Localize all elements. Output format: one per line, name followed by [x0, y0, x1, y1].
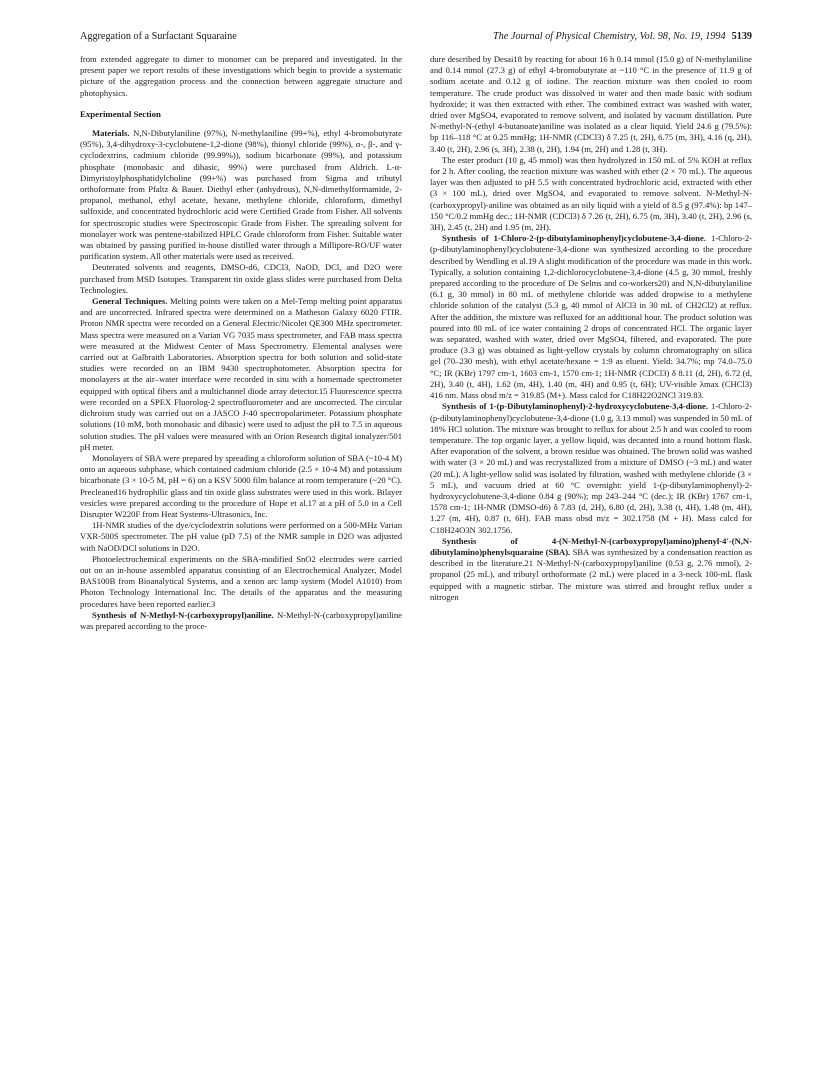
synthesis-1-paragraph — [80, 610, 402, 632]
general-techniques-heading: General Techniques. — [92, 296, 168, 307]
synthesis-3-heading: Synthesis of 1-(p-Dibutylaminophenyl)-2-hydroxycyclobutene-3,4-dione. — [442, 401, 708, 412]
synthesis-1-text: N-Methyl-N-(carboxypropyl)aniline was prepared according to the proce- — [80, 609, 402, 631]
synthesis-1-heading: Synthesis of N-Methyl-N-(carboxypropyl)aniline. — [92, 609, 274, 620]
general-techniques-text: Melting points were taken on a Mel-Temp melting point apparatus and are uncorrected. Infrared spectra were determined on a Matheson Galaxy 6020 FTIR. Proton NMR spectra were recorded on a General Electric/Nicolet QE300 MHz spectrometer. Mass spectra were measured on a Varian VG 7035 mass spectrometer, and FAB mass spectra were measured at the Midwest Center of Mass Spectrometry. Elemental analyses were carried out at Galbraith Laboratories. Absorption spectra for both solution and solid-state studies were recorded on an IBM 9430 spectrophotometer. Absorption spectra for monolayers at the air–water interface were recorded in situ with a homemade spectrometer equipped with optical fibers and a multichannel diode array detector.15 Fluorescence spectra were recorded on a SPEX Fluorolog-2 spectrofluorometer and are uncorrected. The circular dichroism study was carried out on a JASCO J-40 spectropolarimeter. Potassium phosphate solutions (10 mM, both monobasic and dibasic) were used to adjust the pH to 7.5 in aqueous solution studies. The pH values were measured with an Orion Research digital ionalyzer/501 pH meter. — [80, 296, 402, 452]
monolayers-paragraph: Monolayers of SBA were prepared by spreading a chloroform solution of SBA (~10-4 M) onto an aqueous subphase, which contained cadmium chloride (2.5 × 10-4 M) and potassium bicarbonate (3 × 10-5 M, pH = 6) on a KSV 5000 film balance at room temperature (~20 °C). Precleaned16 hydrophilic glass and tin oxide glass substrates were used in this work. Bilayer vesicles were prepared according to the procedure of Hope et al.17 at a pH of 5.0 in a Cell Disrupter W220F from Heat Systems-Ultrasonics, Inc. — [80, 452, 402, 519]
materials-text: N,N-Dibutylaniline (97%), N-methylaniline (99+%), ethyl 4-bromobutyrate (95%), 3,4-dihydroxy-3-cyclobutene-1,2-dione (98%), thionyl chloride (99%), α-, β-, and γ-cyclodextrins, cadmium chloride (99.99%)), sodium bicarbonate (99%), and potassium phosphate (monobasic and dibasic, 99%) were purchased from Aldrich. L-α-Dimyristoylphosphatidylcholine (99+%) was purchased from Sigma and tributyl orthoformate from Pfaltz & Bauer. Diethyl ether (anhydrous), N,N-dimethylformamide, 2-propanol, methanol, ethyl acetate, hexane, methylene chloride, chloroform, dimethyl sulfoxide, and concentrated hydrochloric acid were Certified Grade from Fisher. All solvents for spectroscopic studies were Spectroscopic Grade from Fisher. The spreading solvent for monolayer work was pentene-stabilized HPLC Grade chloroform from Fisher. Suitable water was obtained by passing purified in-house distilled water through a Millipore-RO/UF water purification system. All other materials were used as received. — [80, 128, 402, 262]
left-column — [80, 54, 402, 1054]
photoelectrochemical-paragraph: Photoelectrochemical experiments on the SBA-modified SnO2 electrodes were carried out on an in-house assembled apparatus consisting of an Electrochemical Analyzer, Model BAS100B from Bioanalytical Systems, and a xenon arc lamp system (Model A1010) from Photon Technology International Inc. The details of the apparatus and the measuring procedures have been reported earlier.3 — [80, 553, 402, 609]
general-techniques-paragraph — [80, 296, 402, 453]
intro-paragraph: from extended aggregate to dimer to monomer can be prepared and investigated. In the present paper we report results of these investigations which begin to provide a systematic picture of the aggregation process and the connection between aggregate structure and photophysics. — [80, 54, 402, 98]
section-title: Experimental Section — [80, 108, 161, 119]
journal-citation — [493, 30, 752, 44]
page-number: 5139 — [731, 31, 752, 42]
continued-paragraph: dure described by Desai18 by reacting for about 16 h 0.14 mmol (15.0 g) of N-methylaniline and 0.14 mmol (27.3 g) of ethyl 4-bromobutyrate at ~110 °C in the presence of 11.9 g of sodium acetate and 0.12 g of iodine. The reaction mixture was then cooled to room temperature. The crude product was dissolved in water and then made basic with sodium hydroxide; it was then extracted with ether. The combined extract was washed with water, dried over MgSO4, evaporated to remove solvent, and isolated by vacuum distillation. Pure N-methyl-N-(ethyl 4-butanoate)aniline was isolated as a clear liquid. Yield 24.6 g (79.5%): bp 116–118 °C at 0.25 mmHg; 1H-NMR (CDCl3) δ 7.25 (t, 2H), 6.75 (m, 3H), 4.16 (q, 2H), 3.40 (t, 2H), 2.96 (s, 3H), 2.38 (t, 2H), 1.94 (m, 2H) and 1.28 (t, 3H). — [430, 54, 752, 154]
nmr-paragraph: 1H-NMR studies of the dye/cyclodextrin solutions were performed on a 500-MHz Varian VXR-500S spectrometer. The pH value (pD 7.5) of the NMR sample in D2O was adjusted with NaOD/DCl solutions in D2O. — [80, 520, 402, 553]
deuterated-paragraph: Deuterated solvents and reagents, DMSO-d6, CDCl3, NaOD, DCl, and D2O were purchased from MSD Isotopes. Transparent tin oxide glass slides were purchased from Delta Technologies. — [80, 262, 402, 295]
synthesis-4-text: SBA was synthesized by a condensation reaction as described in the literature.21 N-Methyl-N-(carboxypropyl)aniline (0.53 g, 2.76 mmol), 2-propanol (25 mL), and tributyl orthoformate (2 mL) were placed in a 3-neck 100-mL flask equipped with a magnetic stirbar. The mixture was stirred and brought reflux under a nitrogen — [430, 546, 752, 602]
synthesis-2-text: 1-Chloro-2-(p-dibutylaminophenyl)cyclobutene-3,4-dione was synthesized according to the procedure described by Wendling et al.19 A slight modification of the procedure was made in this work. Typically, a solution containing 1,2-dichlorocyclobutene-3,4-dione (4.5 g, 30 mmol, freshly prepared according to the procedure of De Selms and co-workers20) and N,N-dibutylaniline (6.1 g, 30 mmol) in 80 mL of methylene chloride was added dropwise to a methylene chloride solution of the catalyst (5.3 g, 40 mmol of AlCl3 in 30 mL of CH2Cl2) at reflux. After the addition, the mixture was refluxed for an additional hour. The product solution was poured into 80 mL of ice water containing 2 drops of concentrated HCl. The organic layer was separated, washed with water, dried over MgSO4, filtered, and evaporated. The pure produce (3.3 g) was obtained as light-yellow crystals by column chromatography on silica gel (70–230 mesh), with ethyl acetate/hexane = 1:9 as eluent. Yield: 34.7%; mp 74.0–75.0 °C; IR (KBr) 1797 cm-1, 1603 cm-1, 1570 cm-1; 1H-NMR (CDCl3) δ 8.11 (d, 2H), 6.72 (d, 2H), 3.40 (t, 4H), 1.62 (m, 4H), 1.40 (m, 4H) and 0.95 (t, 6H); UV-visible λmax (CHCl3) 416 nm. Mass obsd m/z = 319.85 (M+). Mass calcd for C18H22O2NCl 319.83. — [430, 233, 752, 401]
synthesis-2-paragraph — [430, 233, 752, 401]
running-title: Aggregation of a Surfactant Squaraine — [80, 31, 237, 42]
materials-heading: Materials. — [92, 128, 130, 139]
synthesis-4-paragraph — [430, 536, 752, 603]
synthesis-3-text: 1-Chloro-2-(p-dibutylaminophenyl)cyclobutene-3,4-dione (1.0 g, 3.13 mmol) was suspended in 50 mL of 18% HCl solution. The mixture was brought to reflux for about 2.5 h and was cooled to room temperature. The top organic layer, a yellow liquid, was decanted into a round bottom flask. After evaporation of the solvent, a brown residue was obtained. The brown solid was washed with water (3 × 20 mL) and was recrystallized from a mixture of DMSO (~3 mL) and water (20 mL). A light-yellow solid was isolated by filtration, washed with methylene chloride (3 × 5 mL), and vacuum dried at 60 °C overnight: yield 1-(p-dibutylaminophenyl)-2-hydroxycyclobutene-3,4-dione 0.84 g (90%); mp 243–244 °C (dec.); IR (KBr) 1767 cm-1, 1578 cm-1; 1H-NMR (DMSO-d6) δ 7.83 (d, 2H), 6.80 (d, 2H), 3.38 (t, 4H), 1.48 (m, 4H), 1.27 (m, 4H), 0.87 (t, 6H). FAB mass obsd m/z = 302.1758 (M + H). Mass calcd for C18H24O3N 302.1756. — [430, 401, 752, 535]
synthesis-4-heading: Synthesis of 4-(N-Methyl-N-(carboxypropyl)amino)phenyl-4'-(N,N-dibutylamino)phenylsquaraine (SBA). — [430, 535, 752, 557]
synthesis-3-paragraph — [430, 401, 752, 535]
materials-paragraph — [80, 128, 402, 262]
synthesis-2-heading: Synthesis of 1-Chloro-2-(p-dibutylaminophenyl)cyclobutene-3,4-dione. — [442, 233, 706, 244]
right-column — [430, 54, 752, 1054]
running-header — [80, 30, 752, 44]
ester-paragraph: The ester product (10 g, 45 mmol) was then hydrolyzed in 150 mL of 5% KOH at reflux for 2 h. After cooling, the reaction mixture was washed with ether (2 × 70 mL). The aqueous layer was then adjusted to pH 5.5 with concentrated hydrochloric acid, extracted with ether (3 × 100 mL), dried over MgSO4, and evaporated to remove solvent. N-Methyl-N-(carboxypropyl)-aniline was obtained as an oily liquid with a yield of 8.5 g (97.4%): bp 147–150 °C/0.2 mmHg dec.; 1H-NMR (CDCl3) δ 7.26 (t, 2H), 6.75 (m, 3H), 3.40 (t, 2H), 2.96 (s, 3H), 2.45 (t, 2H) and 1.95 (m, 2H). — [430, 154, 752, 233]
journal-name: The Journal of Physical Chemistry, Vol. 98, No. 19, 1994 — [493, 31, 726, 42]
